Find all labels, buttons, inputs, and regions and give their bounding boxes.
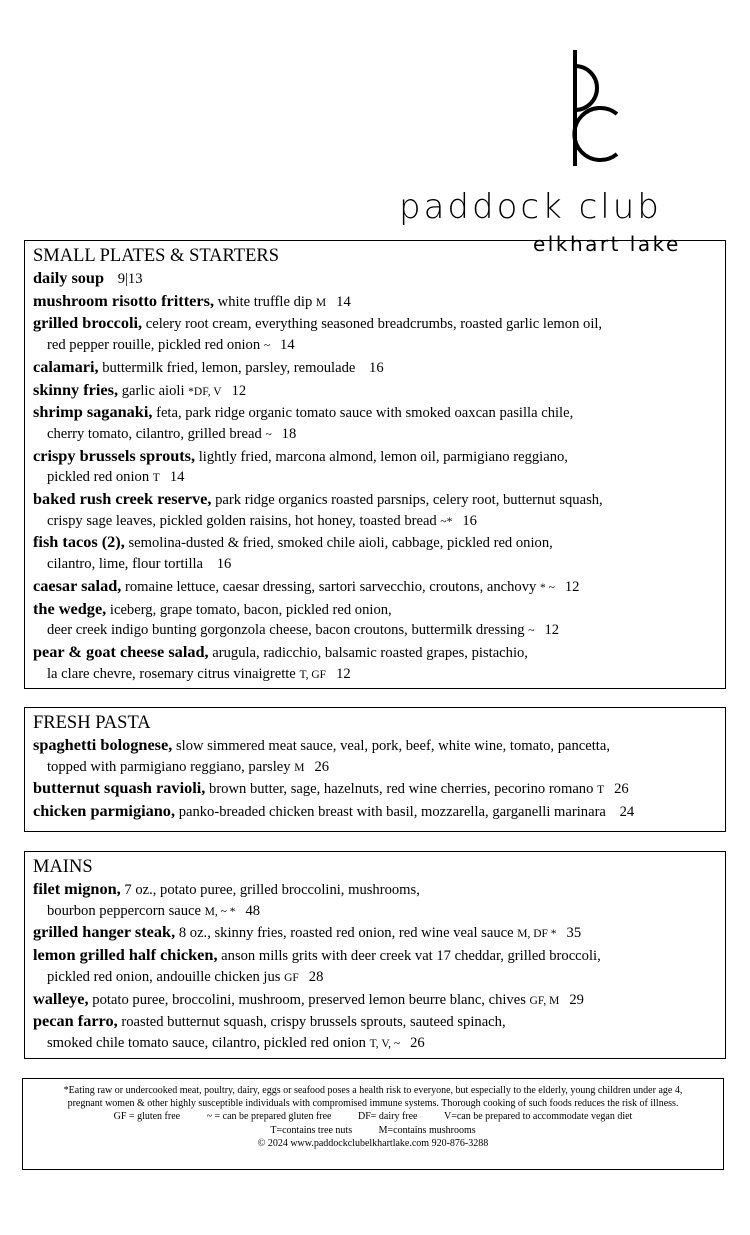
item-price: 48 — [245, 902, 261, 919]
section-title: FRESH PASTA — [33, 713, 151, 733]
item-tags: M — [315, 296, 327, 309]
item-desc-line2: pickled red onion, andouille chicken jus — [47, 968, 281, 985]
legend-mushrooms: M=contains mushrooms — [378, 1124, 476, 1136]
item-line2 — [33, 620, 717, 642]
item-tags: ~ — [263, 340, 271, 353]
item-tags: * ~ — [539, 581, 555, 594]
item-price: 26 — [314, 758, 330, 775]
item-price: 14 — [336, 293, 351, 310]
item-desc: semolina-dusted & fried, smoked chile aioli, cabbage, pickled red onion, — [128, 535, 553, 552]
item-desc: anson mills grits with deer creek vat 17 cheddar, grilled broccoli, — [221, 948, 601, 965]
item-name: butternut squash ravioli, — [33, 778, 206, 798]
item-price: 9|13 — [117, 271, 143, 287]
menu-item — [33, 922, 717, 945]
item-price: 16 — [462, 512, 477, 529]
item-name: the wedge, — [33, 598, 107, 618]
item-price: 16 — [216, 556, 232, 573]
item-tags: ~* — [440, 515, 453, 528]
item-line2 — [33, 511, 717, 533]
logo-mark-icon — [555, 48, 625, 168]
item-tags: *DF, V — [188, 385, 222, 398]
item-desc: buttermilk fried, lemon, parsley, remoulade — [102, 359, 356, 376]
item-price: 18 — [281, 425, 297, 442]
item-price: 12 — [231, 382, 247, 399]
menu-item — [33, 1011, 717, 1054]
legend-df: DF= dairy free — [357, 1111, 418, 1123]
disclaimer-line-1: *Eating raw or undercooked meat, poultry, dairy, eggs or seafood poses a health risk to everyone, but especially to the elderly, young children under age 4, — [63, 1085, 683, 1096]
item-tags: M — [294, 761, 305, 774]
item-tags: GF — [284, 971, 299, 984]
item-price: 14 — [169, 469, 185, 486]
item-desc-line2: smoked chile tomato sauce, cilantro, pickled red onion — [47, 1034, 366, 1051]
menu-item — [33, 268, 717, 291]
menu-item — [33, 576, 717, 599]
logo — [395, 48, 715, 256]
item-line2 — [33, 1033, 717, 1055]
item-name: chicken parmigiano, — [33, 801, 176, 821]
item-name: shrimp saganaki, — [33, 402, 153, 422]
item-price: 26 — [614, 781, 629, 798]
item-name: skinny fries, — [33, 379, 119, 399]
item-price: 29 — [569, 991, 584, 1008]
item-desc: 8 oz., skinny fries, roasted red onion, red wine veal sauce — [178, 925, 514, 942]
item-tags: T — [597, 784, 605, 797]
item-price: 12 — [544, 622, 560, 639]
item-desc: romaine lettuce, caesar dressing, sartori sarvecchio, croutons, anchovy — [125, 578, 537, 595]
menu-item — [33, 313, 717, 356]
menu-item — [33, 945, 717, 988]
section-title: SMALL PLATES & STARTERS — [33, 246, 279, 266]
item-price: 12 — [336, 665, 351, 682]
item-desc: lightly fried, marcona almond, lemon oil, parmigiano reggiano, — [198, 448, 568, 465]
item-name: lemon grilled half chicken, — [33, 945, 218, 965]
item-desc: celery root cream, everything seasoned breadcrumbs, roasted garlic lemon oil, — [145, 316, 603, 333]
item-desc: 7 oz., potato puree, grilled broccolini, mushrooms, — [124, 882, 420, 898]
item-desc: feta, park ridge organic tomato sauce with smoked oaxcan pasilla chile, — [156, 405, 574, 422]
menu-item — [33, 402, 717, 445]
item-line2 — [33, 554, 717, 576]
item-line2 — [33, 467, 717, 489]
menu-item — [33, 357, 717, 380]
item-tags: M, ~ * — [204, 905, 236, 918]
item-tags: GF, M — [529, 994, 560, 1007]
item-name: fish tacos (2), — [33, 532, 125, 552]
item-name: crispy brussels sprouts, — [33, 445, 196, 465]
item-name: mushroom risotto fritters, — [33, 290, 215, 310]
section-fresh-pasta — [24, 707, 726, 832]
menu-item — [33, 380, 717, 403]
item-tags: ~ — [528, 625, 535, 638]
menu-item — [33, 735, 717, 778]
item-line2 — [33, 664, 717, 686]
logo-name: paddock club — [399, 187, 662, 227]
menu-item — [33, 879, 717, 922]
menu-item — [33, 532, 717, 575]
item-name: grilled hanger steak, — [33, 922, 176, 942]
item-desc: roasted butternut squash, crispy brussels sprouts, sauteed spinach, — [121, 1014, 506, 1031]
item-name: caesar salad, — [33, 575, 122, 595]
menu-item — [33, 291, 717, 314]
menu-item — [33, 989, 717, 1012]
item-tags: T, V, ~ — [369, 1037, 401, 1050]
item-line2 — [33, 757, 717, 779]
logo-location: elkhart lake — [533, 232, 681, 256]
item-price: 16 — [369, 359, 384, 376]
menu-item — [33, 642, 717, 685]
item-desc-line2: crispy sage leaves, pickled golden raisins, hot honey, toasted bread — [47, 512, 437, 529]
legend-tree-nuts: T=contains tree nuts — [270, 1124, 353, 1136]
section-title: MAINS — [33, 857, 93, 877]
item-line2 — [33, 335, 717, 357]
copyright: © 2024 www.paddockclubelkhartlake.com 920-876-3288 — [257, 1137, 489, 1149]
item-desc: panko-breaded chicken breast with basil, mozzarella, garganelli marinara — [178, 804, 606, 821]
item-name: filet mignon, — [33, 879, 121, 898]
item-desc: white truffle dip — [217, 293, 313, 310]
item-desc: garlic aioli — [121, 382, 185, 399]
item-price: 14 — [280, 337, 295, 354]
legend-gf: GF = gluten free — [113, 1111, 181, 1123]
item-tags: ~ — [265, 428, 272, 441]
item-name: grilled broccoli, — [33, 313, 143, 333]
item-desc-line2: cilantro, lime, flour tortilla — [47, 556, 204, 573]
item-price: 24 — [619, 804, 635, 821]
item-name: spaghetti bolognese, — [33, 735, 173, 754]
disclaimer-line-2: pregnant women & other highly susceptible individuals with compromised immune systems. Thorough cooking of such foods reduces the risk of illness. — [67, 1098, 679, 1110]
item-desc: potato puree, broccolini, mushroom, preserved lemon beurre blanc, chives — [92, 991, 526, 1008]
menu-item — [33, 801, 717, 824]
item-tags: T, GF — [299, 668, 327, 681]
item-desc: iceberg, grape tomato, bacon, pickled red onion, — [109, 601, 392, 618]
item-desc-line2: red pepper rouille, pickled red onion — [47, 337, 261, 354]
item-line2 — [33, 967, 717, 989]
item-name: walleye, — [33, 988, 89, 1008]
item-name: baked rush creek reserve, — [33, 489, 212, 509]
legend-vegan: V=can be prepared to accommodate vegan diet — [444, 1111, 633, 1123]
menu-item — [33, 599, 717, 642]
item-price: 12 — [564, 578, 580, 595]
item-tags: M, DF * — [517, 928, 557, 941]
item-name: daily soup — [33, 268, 105, 287]
item-desc: slow simmered meat sauce, veal, pork, beef, white wine, tomato, pancetta, — [175, 738, 610, 754]
section-mains — [24, 851, 726, 1059]
item-desc: park ridge organics roasted parsnips, celery root, butternut squash, — [215, 492, 603, 509]
section-small-plates — [24, 240, 726, 689]
legend-gf-prep: ~ = can be prepared gluten free — [206, 1111, 332, 1123]
menu-item — [33, 489, 717, 532]
legend-row-1 — [33, 1110, 713, 1123]
item-desc-line2: la clare chevre, rosemary citrus vinaigrette — [47, 665, 296, 682]
item-desc-line2: bourbon peppercorn sauce — [47, 902, 201, 919]
footer-notice — [22, 1078, 724, 1170]
item-desc-line2: deer creek indigo bunting gorgonzola cheese, bacon croutons, buttermilk dressing — [47, 622, 525, 639]
item-price: 28 — [308, 968, 324, 985]
item-desc-line2: cherry tomato, cilantro, grilled bread — [47, 425, 262, 442]
item-tags: T — [152, 472, 160, 485]
menu-item — [33, 778, 717, 801]
item-price: 35 — [566, 925, 582, 942]
item-line2 — [33, 424, 717, 446]
item-name: pear & goat cheese salad, — [33, 641, 209, 661]
menu-item — [33, 446, 717, 489]
item-desc: arugula, radicchio, balsamic roasted grapes, pistachio, — [212, 644, 528, 661]
item-name: pecan farro, — [33, 1011, 118, 1031]
item-desc: brown butter, sage, hazelnuts, red wine cherries, pecorino romano — [209, 781, 594, 798]
item-name: calamari, — [33, 356, 99, 376]
item-desc-line2: pickled red onion — [47, 469, 150, 486]
item-desc-line2: topped with parmigiano reggiano, parsley — [47, 758, 291, 775]
item-line2 — [33, 901, 717, 923]
item-price: 26 — [410, 1034, 425, 1051]
legend-row-2 — [33, 1124, 713, 1137]
